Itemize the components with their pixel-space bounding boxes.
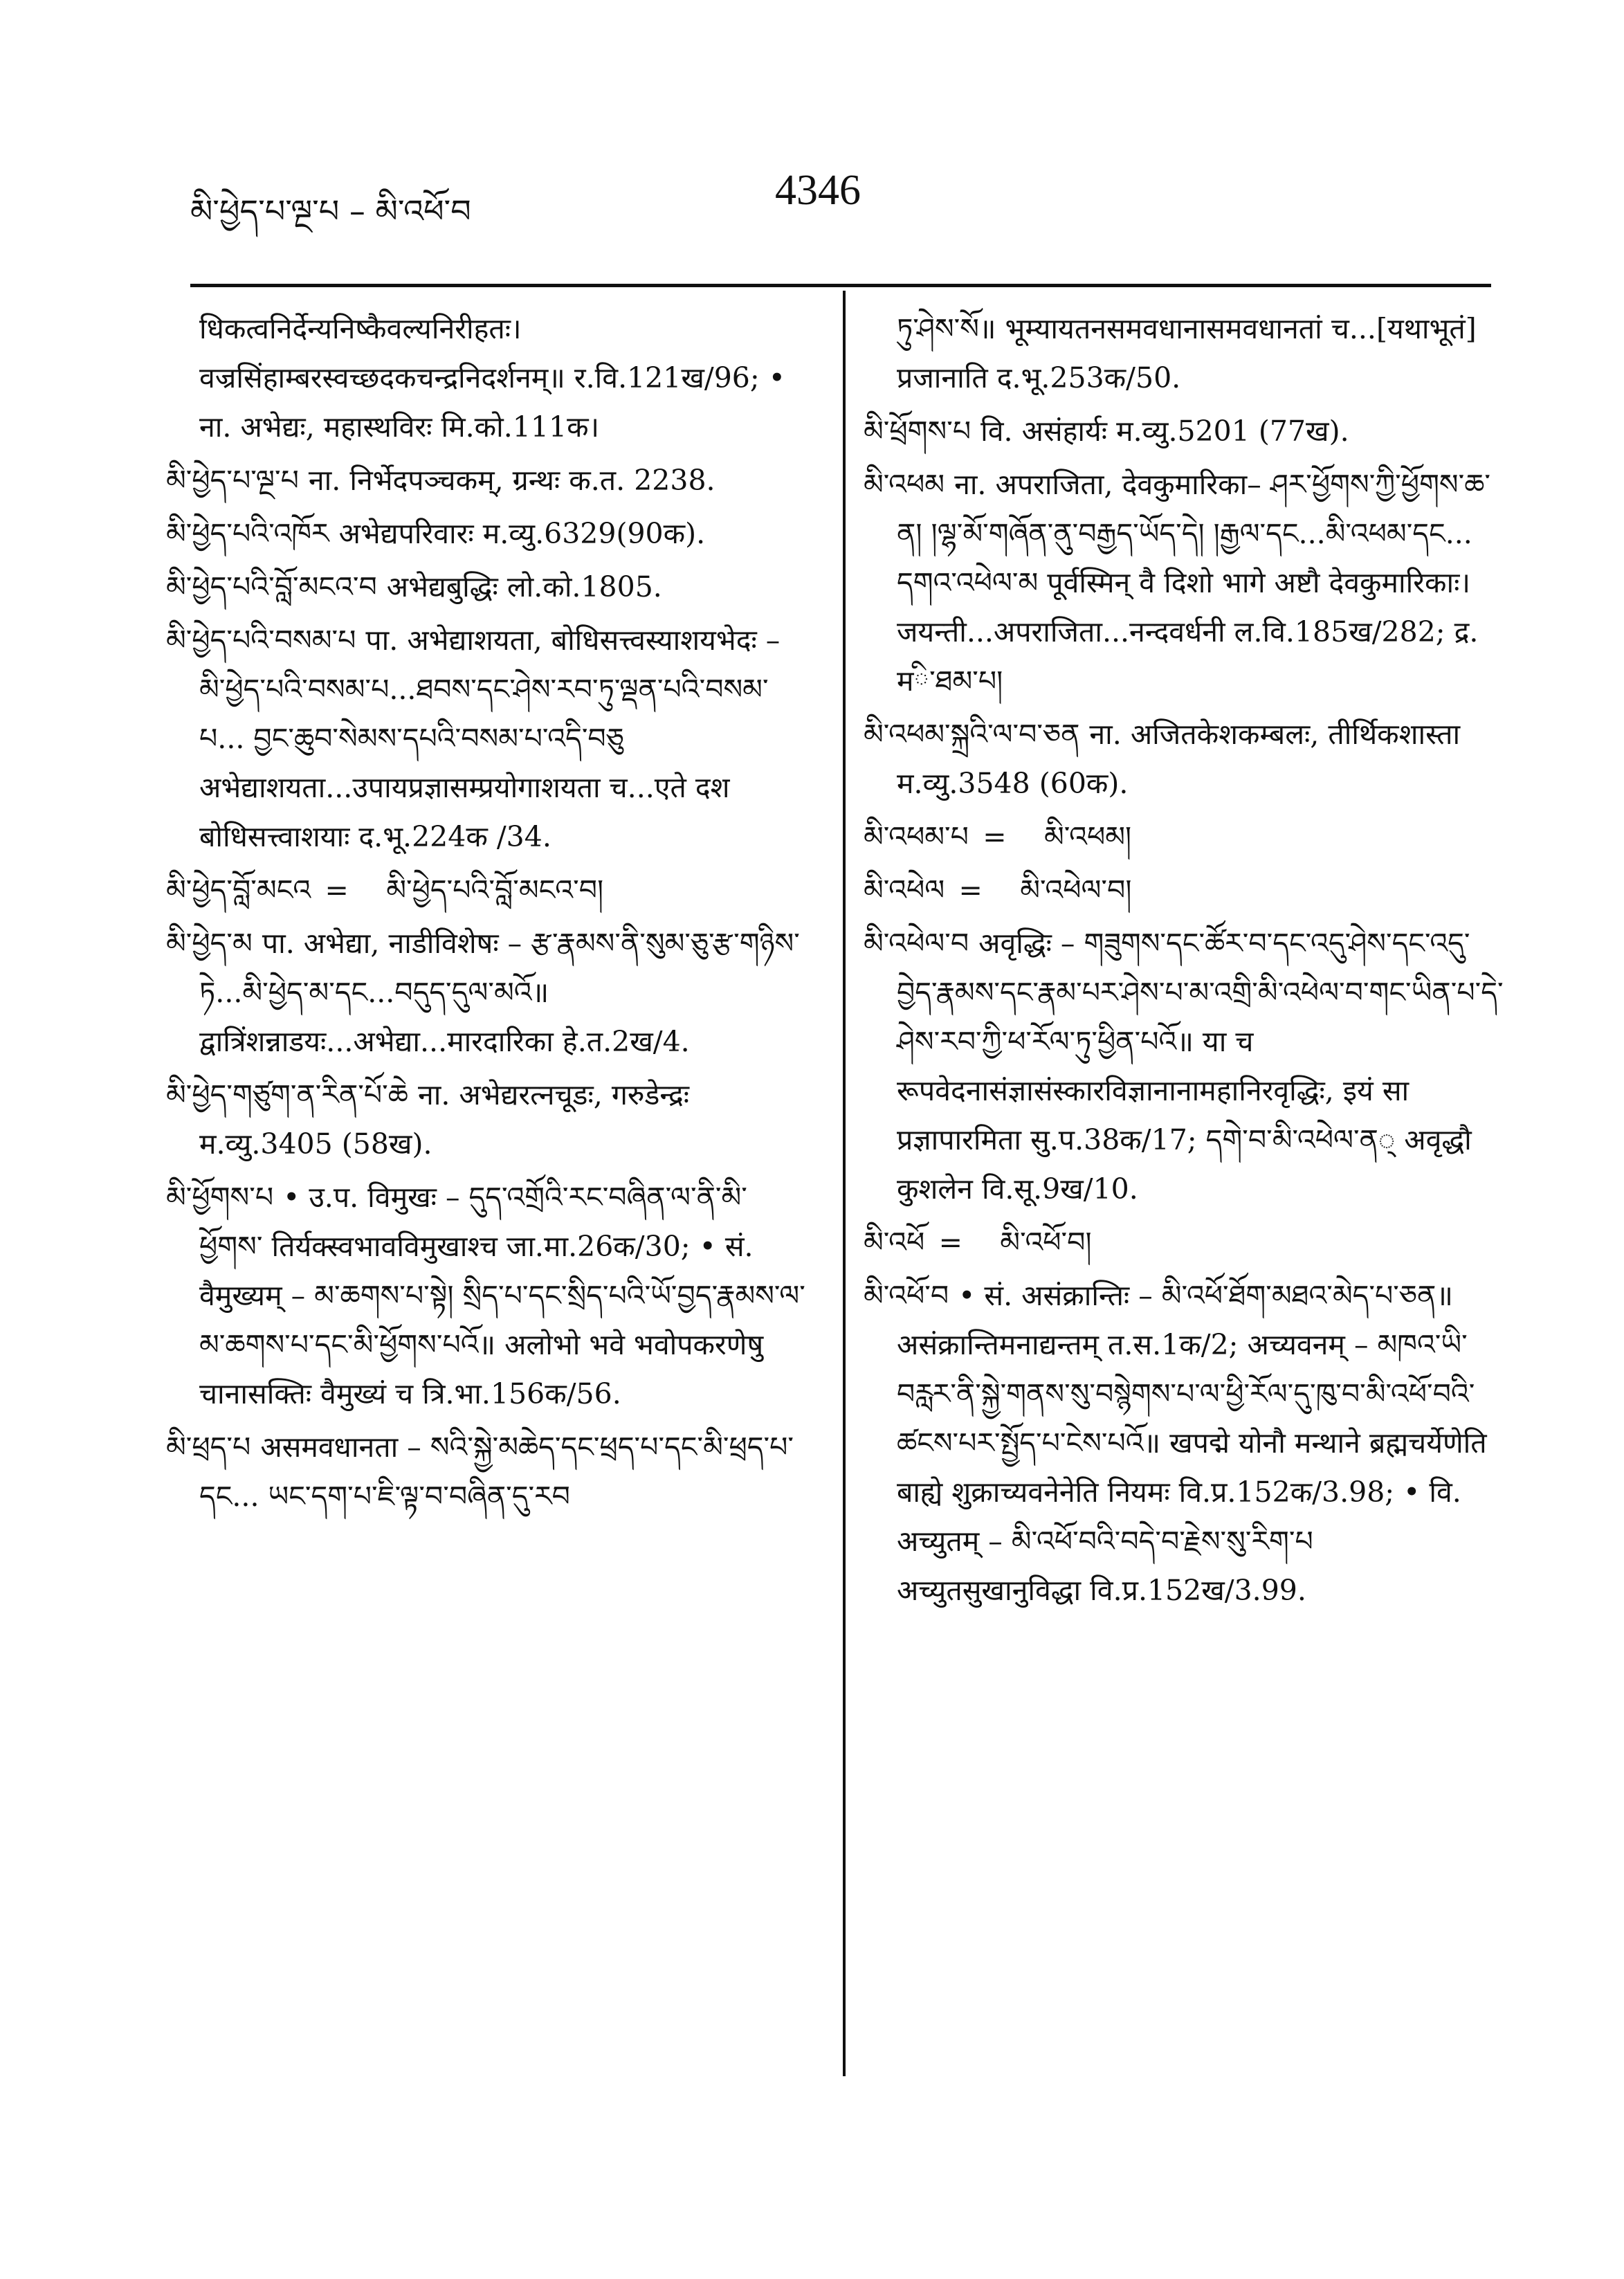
dictionary-entry: [166, 1071, 806, 1169]
dictionary-entry: [166, 1173, 806, 1419]
entry-headword: མི་འཕེལ: [864, 873, 945, 907]
dictionary-entry: [166, 616, 806, 862]
entry-headword: མི་ཕྱེད་མ: [166, 927, 253, 960]
entry-definition: अवृद्धिः – གཟུགས་དང་ཚོར་བ་དང་འདུ་ཤེས་དང་འདུ་བྱེད་རྣམས་དང་རྣམ་པར་ཤེས་པ་མ་འགྲི་མི་འཕེལ་བ་གང་ཡིན་པ་དེ་ཤེས་རབ་ཀྱི་ཕ་རོལ་ཏུ་ཕྱིན་པའོ॥ या च रूपवेदनासंज्ञासंस्कारविज्ञानानामहानिरवृद्धिः, इयं सा प्रज्ञापारमिता सु.प.38क/17; དགེ་བ་མི་འཕེལ་ན् अवृद्धौ कुशलेन वि.सू.9ख/10.: [897, 927, 1504, 1206]
dictionary-entry: [864, 407, 1504, 456]
equals-sign: =: [983, 820, 1007, 853]
entry-definition: ना. अभेद्यरत्नचूडः, गरुडेन्द्रः म.व्यु.3405 (58ख).: [199, 1078, 690, 1161]
entry-definition: पा. अभेद्या, नाडीविशेषः – རྩ་རྣམས་ནི་སུམ་ཅུ་རྩ་གཉིས་ཏེ...མི་ཕྱེད་མ་དང...བདུད་དུལ་མའོ॥ द्वात्रिंशन्नाडयः...अभेद्या...मारदारिका हे.त.2ख/4.: [199, 927, 800, 1058]
cross-reference-entry: [864, 866, 1504, 915]
equals-sign: =: [325, 873, 349, 907]
cross-reference-target: མི་འཕམ།: [1043, 820, 1132, 853]
entry-headword: མི་འཕེལ་བ: [864, 927, 969, 960]
entry-headword: མི་འཕམ་སྐྲའི་ལ་བ་ཅན: [864, 718, 1080, 751]
entry-definition: ना. अजितकेशकम्बलः, तीर्थिकशास्ता म.व्यु.3548 (60क).: [897, 718, 1461, 800]
entry-headword: མི་ཕྱོགས་པ: [166, 1181, 274, 1214]
entry-headword: མི་འཕོ: [864, 1226, 925, 1259]
dictionary-entry: [166, 509, 806, 559]
dictionary-entry: [864, 919, 1504, 1214]
entry-headword: མི་ཕྱེད་པ་ལྔ་པ: [166, 464, 299, 497]
cross-reference-target: མི་འཕོ་བ།: [1000, 1226, 1092, 1259]
entry-continuation: ཏུ་ཤེས་སོ॥ भूम्यायतनसमवधानासमवधानतां च...[यथाभूतं] प्रजानाति द.भू.253क/50.: [897, 312, 1477, 394]
page-header: [0, 0, 1624, 291]
page-number: 4346: [775, 167, 861, 214]
dictionary-entry: [166, 1423, 806, 1521]
dictionary-entry: [166, 563, 806, 612]
entry-definition: पा. अभेद्याशयता, बोधिसत्त्वस्याशयभेदः – མི་ཕྱེད་པའི་བསམ་པ...ཐབས་དང་ཤེས་རབ་ཏུ་ལྡན་པའི་བསམ་པ... བྱང་ཆུབ་སེམས་དཔའི་བསམ་པ་འདི་བཅུ अभेद्याशयता...उपायप्रज्ञासम्प्रयोगाशयता च...एते दश बोधिसत्त्वाशयाः द.भू.224क /34.: [199, 624, 781, 853]
entry-headword: མི་འཕམ: [864, 468, 945, 501]
entry-headword: མི་ཕྱེད་པའི་བློ་མངའ་བ: [166, 570, 377, 603]
left-column: [166, 305, 806, 1525]
entry-headword: མི་འཕམ་པ: [864, 820, 969, 853]
entry-definition: ना. निर्भेदपञ्चकम्, ग्रन्थः क.त. 2238.: [308, 464, 715, 497]
entry-definition: • सं. असंक्रान्तिः – མི་འཕོ་ཐོག་མཐའ་མེད་པ་ཅན॥ असंक्रान्तिमनाद्यन्तम् त.स.1क/2; अच्यवनम् – མཁའ་ཡི་བརླར་ནི་སྐྱེ་གནས་སུ་བསྙེགས་པ་ལ་ཕྱི་རོལ་དུ་ཁུ་བ་མི་འཕོ་བའི་ཚངས་པར་སྤྱོད་པ་ངེས་པའོ॥ खपद्मे योनौ मन्थाने ब्रह्मचर्येणेति बाह्ये शुक्राच्यवनेनेति नियमः वि.प्र.152क/3.98; • वि. अच्युतम् – མི་འཕོ་བའི་བདེ་བ་རྗེས་སུ་རིག་པ अच्युतसुखानुविद्धा वि.प्र.152ख/3.99.: [897, 1279, 1487, 1607]
entry-definition: अभेद्यपरिवारः म.व्यु.6329(90क).: [338, 517, 706, 550]
dictionary-entry: [864, 710, 1504, 808]
entry-headword: མི་འཕོ་བ: [864, 1279, 949, 1312]
cross-reference-entry: [864, 1218, 1504, 1267]
dictionary-entry: [864, 460, 1504, 706]
entry-definition: ना. अपराजिता, देवकुमारिका– ཤར་ཕྱོགས་ཀྱི་ཕྱོགས་ཆ་ན། །ལྷ་མོ་གཞོན་ནུ་བརྒྱད་ཡོད་དེ། །རྒྱལ་དང...མི་འཕམ་དང... དགའ་འཕེལ་མ पूर्वस्मिन् वै दिशो भागे अष्टौ देवकुमारिकाः। जयन्ती...अपराजिता...नन्दवर्धनी ल.वि.185ख/282; द्र. मི་ཐམ་པ།: [897, 468, 1491, 698]
header-rule: [190, 284, 1491, 287]
equals-sign: =: [958, 873, 983, 907]
column-divider: [843, 291, 846, 2076]
entry-headword: མི་ཕྲད་པ: [166, 1431, 251, 1464]
entry-definition: • उ.प. विमुखः – དུད་འགྲོའི་རང་བཞིན་ལ་ནི་མི་ཕྱོགས་ तिर्यक्स्वभावविमुखाश्च जा.मा.26क/30; • सं. वैमुख्यम् – མ་ཆགས་པ་སྟེ། སྲིད་པ་དང་སྲིད་པའི་ཡོ་བྱད་རྣམས་ལ་མ་ཆགས་པ་དང་མི་ཕྱོགས་པའོ॥ अलोभो भवे भवोपकरणेषु चानासक्तिः वैमुख्यं च त्रि.भा.156क/56.: [199, 1181, 805, 1410]
entry-headword: མི་ཕྱེད་གཙུག་ན་རིན་པོ་ཆེ: [166, 1078, 408, 1111]
entry-definition: वि. असंहार्यः म.व्यु.5201 (77ख).: [980, 415, 1349, 448]
cross-reference-entry: [166, 866, 806, 915]
entry-headword: མི་ཕྲོགས་པ: [864, 415, 971, 448]
right-column: [864, 305, 1504, 1619]
running-head: མི་ཕྱེད་པ་ལྔ་པ – མི་འཕོ་བ: [190, 192, 471, 230]
dictionary-entry: [166, 456, 806, 505]
cross-reference-target: མི་ཕྱེད་པའི་བློ་མངའ་བ།: [386, 873, 604, 907]
cross-reference-target: མི་འཕེལ་བ།: [1020, 873, 1132, 907]
entry-continuation: धिकत्वनिर्देन्यनिष्कैवल्यनिरीहतः। वज्रसिंहाम्बरस्वच्छदकचन्द्रनिदर्शनम्॥ र.वि.121ख/96; • ना. अभेद्यः, महास्थविरः मि.को.111क।: [199, 312, 785, 444]
dictionary-entry: [166, 919, 806, 1066]
entry-headword: མི་ཕྱེད་བློ་མངའ: [166, 873, 311, 907]
entry-headword: མི་ཕྱེད་པའི་འཁོར: [166, 517, 329, 550]
entry-headword: མི་ཕྱེད་པའི་བསམ་པ: [166, 624, 356, 657]
cross-reference-entry: [864, 812, 1504, 862]
equals-sign: =: [938, 1226, 962, 1259]
entry-definition: अभेद्यबुद्धिः लो.को.1805.: [386, 570, 662, 603]
dictionary-entry: [864, 1271, 1504, 1615]
entry-definition: असमवधानता – སའི་སྐྱེ་མཆེད་དང་ཕྲད་པ་དང་མི་ཕྲད་པ་དང... ཡང་དག་པ་ཇི་ལྟ་བ་བཞིན་དུ་རབ: [199, 1431, 794, 1513]
